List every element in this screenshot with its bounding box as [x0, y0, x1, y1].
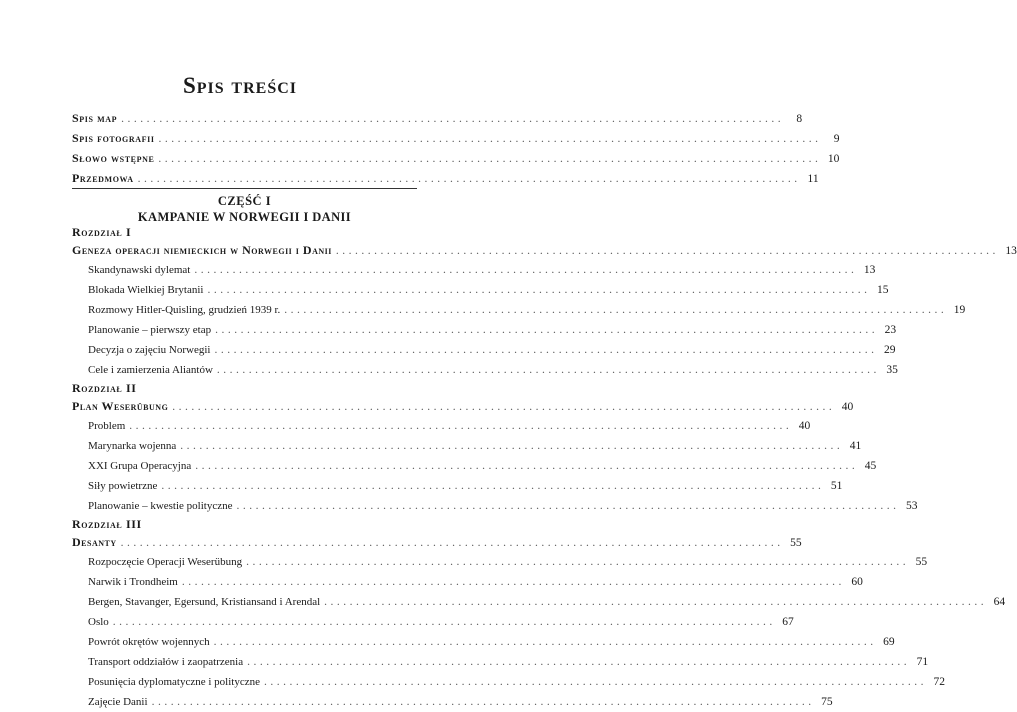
toc-entry-page: 13 [1005, 245, 1017, 257]
toc-entry-label: Rozmowy Hitler-Quisling, grudzień 1939 r. [88, 304, 281, 316]
toc-entry-page: 51 [830, 480, 843, 492]
toc-entry-label: Narwik i Trondheim [88, 576, 178, 588]
toc-entry-section[interactable] [72, 260, 876, 280]
toc-entry-page: 10 [827, 153, 840, 165]
toc-entry-section[interactable] [72, 280, 889, 300]
toc-entry-front-2[interactable] [72, 128, 840, 148]
toc-entry-section[interactable] [72, 300, 966, 320]
toc-entry-label: Spis map [72, 111, 118, 125]
dot-leader: ........................................................................................................ [120, 537, 784, 549]
toc-entry-label: Bergen, Stavanger, Egersund, Kristiansand i Arendal [88, 596, 321, 608]
toc-entry-page: 11 [807, 173, 819, 185]
dot-leader: ........................................................................................................ [195, 460, 859, 472]
toc-entry-page: 23 [884, 324, 897, 336]
toc-entry-page: 45 [864, 460, 877, 472]
page-title: Spis treści [182, 73, 298, 98]
toc-entry-front-1[interactable] [72, 108, 803, 128]
chapter-number: Rozdział II [72, 381, 137, 395]
toc-entry-page: 67 [782, 616, 794, 628]
toc-entry-page: 19 [953, 304, 966, 316]
dot-leader: ........................................................................................................ [324, 596, 988, 608]
toc-entry-label: Zajęcie Danii [88, 696, 148, 708]
chapter-title: Geneza operacji niemieckich w Norwegii i Danii [72, 243, 332, 257]
toc-entry-page: 71 [916, 656, 929, 668]
part-number: CZĘŚĆ I [217, 194, 272, 208]
toc-entry-chapter-2[interactable] [72, 396, 854, 416]
dot-leader: ........................................................................................................ [246, 556, 910, 568]
dot-leader: ........................................................................................................ [194, 264, 858, 276]
dot-leader: ........................................................................................................ [161, 480, 825, 492]
toc-entry-section[interactable] [72, 340, 896, 360]
toc-entry-section[interactable] [72, 320, 897, 340]
dot-leader: ........................................................................................................ [181, 576, 845, 588]
toc-entry-label: Słowo wstępne [72, 151, 155, 165]
toc-entry-section[interactable] [72, 416, 811, 436]
toc-entry-label: Marynarka wojenna [88, 440, 177, 452]
toc-entry-section[interactable] [72, 672, 945, 692]
toc-entry-label: Przedmowa [72, 171, 134, 185]
toc-entry-section[interactable] [72, 476, 843, 496]
toc-entry-chapter-3[interactable] [72, 532, 802, 552]
section-divider [72, 188, 417, 189]
toc-entry-label: Decyzja o zajęciu Norwegii [88, 344, 211, 356]
toc-entry-section[interactable] [72, 612, 794, 632]
chapter-heading [72, 380, 417, 396]
dot-leader: ........................................................................................................ [158, 153, 822, 165]
dot-leader: ........................................................................................................ [213, 636, 877, 648]
toc-entry-page: 40 [841, 401, 854, 413]
toc-entry-page: 13 [863, 264, 876, 276]
toc-entry-page: 53 [906, 500, 918, 512]
toc-entry-label: Planowanie – pierwszy etap [88, 324, 212, 336]
chapter-title: Desanty [72, 535, 117, 549]
toc-entry-page: 72 [933, 676, 945, 688]
toc-entry-label: Cele i zamierzenia Aliantów [88, 364, 213, 376]
toc-entry-section[interactable] [72, 456, 877, 476]
toc-entry-label: Posunięcia dyplomatyczne i polityczne [88, 676, 260, 688]
toc-entry-page: 55 [915, 556, 928, 568]
toc-entry-label: Blokada Wielkiej Brytanii [88, 284, 204, 296]
front-matter-list [72, 108, 840, 188]
toc-entry-page: 75 [821, 696, 833, 708]
toc-entry-section[interactable] [72, 632, 895, 652]
toc-entry-label: Skandynawski dylemat [88, 264, 191, 276]
dot-leader: ........................................................................................................ [112, 616, 776, 628]
toc-entry-page: 55 [790, 537, 802, 549]
dot-leader: ........................................................................................................ [284, 304, 948, 316]
toc-entry-page: 9 [833, 133, 840, 145]
chapter-number: Rozdział I [72, 225, 132, 239]
chapter-heading [72, 224, 417, 240]
toc-entry-label: Oslo [88, 616, 109, 628]
dot-leader: ........................................................................................................ [172, 401, 836, 413]
toc-entry-label: XXI Grupa Operacyjna [88, 460, 192, 472]
toc-entry-page: 29 [883, 344, 896, 356]
toc-entry-front-4[interactable] [72, 168, 819, 188]
toc-entry-label: Spis fotografii [72, 131, 155, 145]
toc-entry-page: 8 [796, 113, 803, 125]
toc-entry-label: Transport oddziałów i zaopatrzenia [88, 656, 244, 668]
toc-entry-page: 69 [883, 636, 895, 648]
toc-entry-section[interactable] [72, 496, 918, 516]
chapter-heading [72, 516, 417, 532]
toc-entry-section[interactable] [72, 572, 863, 592]
toc-entry-section[interactable] [72, 436, 862, 456]
part-heading [72, 193, 417, 225]
toc-entry-section[interactable] [72, 552, 928, 572]
toc-entry-chapter-1[interactable] [72, 240, 1017, 260]
toc-entry-page: 41 [849, 440, 862, 452]
chapter-number: Rozdział III [72, 517, 142, 531]
chapters-list [72, 224, 1017, 712]
dot-leader: ........................................................................................................ [335, 245, 999, 257]
toc-entry-section[interactable] [72, 360, 898, 380]
toc-entry-section[interactable] [72, 592, 1006, 612]
toc-entry-label: Powrót okrętów wojennych [88, 636, 210, 648]
toc-entry-page: 60 [851, 576, 863, 588]
dot-leader: ........................................................................................................ [121, 113, 785, 125]
dot-leader: ........................................................................................................ [214, 344, 878, 356]
toc-entry-label: Planowanie – kwestie polityczne [88, 500, 233, 512]
toc-entry-page: 15 [876, 284, 889, 296]
toc-entry-label: Siły powietrzne [88, 480, 158, 492]
dot-leader: ........................................................................................................ [216, 364, 880, 376]
part-name: KAMPANIE W NORWEGII I DANII [137, 210, 352, 224]
chapter-title: Plan Weserübung [72, 399, 169, 413]
dot-leader: ........................................................................................................ [236, 500, 900, 512]
toc-entry-page: 35 [886, 364, 898, 376]
dot-leader: ........................................................................................................ [247, 656, 911, 668]
dot-leader: ........................................................................................................ [137, 173, 801, 185]
toc-entry-front-3[interactable] [72, 148, 840, 168]
toc-entry-page: 40 [798, 420, 811, 432]
toc-entry-label: Rozpoczęcie Operacji Weserübung [88, 556, 243, 568]
toc-entry-section[interactable] [72, 652, 929, 672]
dot-leader: ........................................................................................................ [158, 133, 822, 145]
dot-leader: ........................................................................................................ [207, 284, 871, 296]
toc-entry-section[interactable] [72, 692, 833, 712]
toc-entry-page: 64 [993, 596, 1006, 608]
dot-leader: ........................................................................................................ [151, 696, 815, 708]
dot-leader: ........................................................................................................ [180, 440, 844, 452]
dot-leader: ........................................................................................................ [263, 676, 927, 688]
dot-leader: ........................................................................................................ [129, 420, 793, 432]
toc-entry-label: Problem [88, 420, 126, 432]
dot-leader: ........................................................................................................ [215, 324, 879, 336]
